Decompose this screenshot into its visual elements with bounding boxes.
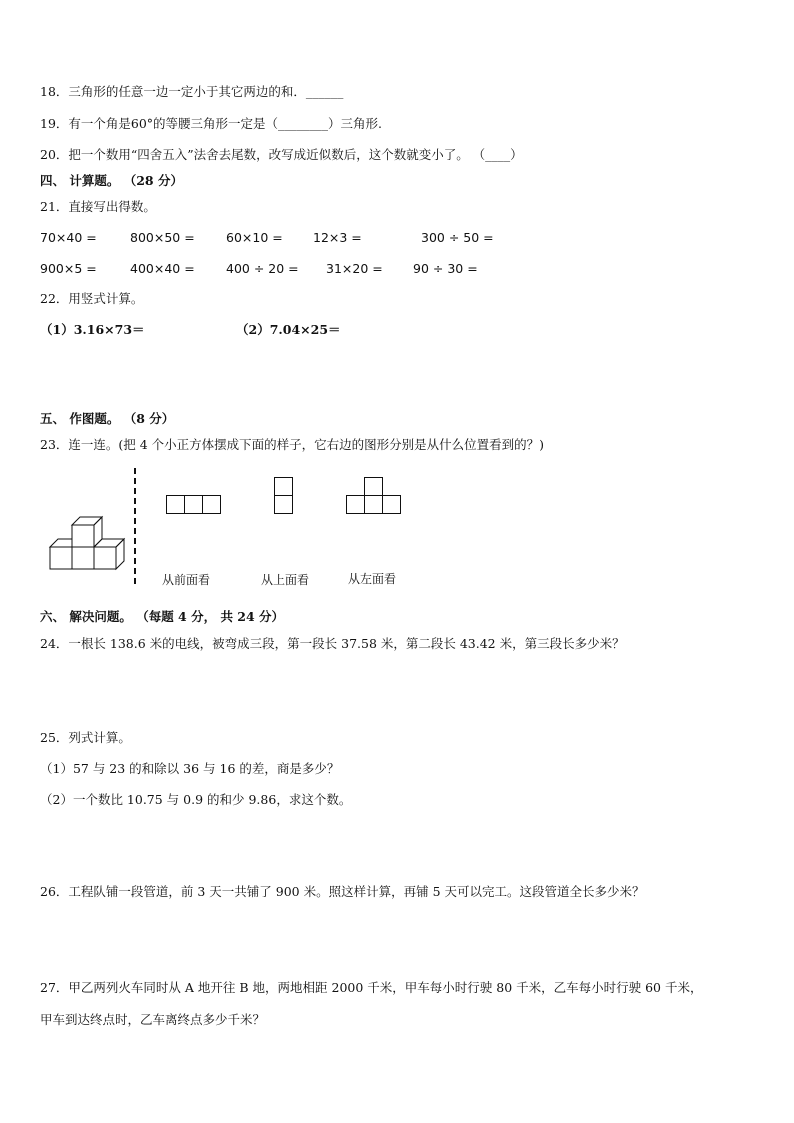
question-25-part-1: （1）57 与 23 的和除以 36 与 16 的差，商是多少？: [40, 761, 340, 776]
calc-item: 90 ÷ 30 =: [413, 261, 478, 276]
question-20: 20．把一个数用“四舍五入”法舍去尾数，改写成近似数后，这个数就变小了。 （____）: [40, 147, 523, 162]
section-6-heading: 六、 解决问题。 （每题 4 分， 共 24 分）: [40, 609, 285, 624]
calc-item: 900×5 =: [40, 261, 97, 276]
question-27-line-1: 27．甲乙两列火车同时从 A 地开往 B 地，两地相距 2000 千米，甲车每小时行驶 80 千米，乙车每小时行驶 60 千米，: [40, 980, 703, 995]
left-view-label: 从左面看: [348, 572, 397, 586]
question-26: 26．工程队铺一段管道，前 3 天一共铺了 900 米。照这样计算，再铺 5 天可以完工。这段管道全长多少米？: [40, 884, 645, 899]
top-view-label: 从上面看: [261, 573, 310, 587]
calc-item: 12×3 =: [313, 230, 362, 245]
question-22-part-1: （1）3.16×73＝: [40, 322, 145, 337]
question-23: 23．连一连。(把 4 个小正方体摆成下面的样子，它右边的图形分别是从什么位置看到的？): [40, 437, 545, 452]
question-21: 21．直接写出得数。: [40, 199, 156, 214]
section-5-heading: 五、 作图题。 （8 分）: [40, 411, 175, 426]
top-view-shape: [274, 477, 296, 515]
calc-item: 800×50 =: [130, 230, 195, 245]
left-view-shape: [346, 477, 404, 515]
calc-item: 300 ÷ 50 =: [421, 230, 494, 245]
front-view-label: 从前面看: [162, 573, 211, 587]
cube-stack-figure: [40, 510, 135, 578]
section-4-heading: 四、 计算题。 （28 分）: [40, 173, 183, 188]
question-22-part-2: （2）7.04×25＝: [236, 322, 341, 337]
question-25-part-2: （2）一个数比 10.75 与 0.9 的和少 9.86，求这个数。: [40, 792, 352, 807]
question-22: 22．用竖式计算。: [40, 291, 144, 306]
calc-item: 31×20 =: [326, 261, 383, 276]
calc-item: 60×10 =: [226, 230, 283, 245]
calc-item: 400 ÷ 20 =: [226, 261, 299, 276]
question-27-line-2: 甲车到达终点时，乙车离终点多少千米？: [40, 1012, 266, 1027]
question-25: 25．列式计算。: [40, 730, 131, 745]
question-18: 18．三角形的任意一边一定小于其它两边的和．______: [40, 84, 344, 99]
question-24: 24．一根长 138.6 米的电线，被弯成三段，第一段长 37.58 米，第二段长 43.42 米，第三段长多少米？: [40, 636, 625, 651]
calc-item: 400×40 =: [130, 261, 195, 276]
question-19: 19．有一个角是60°的等腰三角形一定是（________）三角形.: [40, 116, 383, 131]
calc-item: 70×40 =: [40, 230, 97, 245]
dashed-divider: [132, 468, 138, 586]
front-view-shape: [166, 495, 222, 515]
